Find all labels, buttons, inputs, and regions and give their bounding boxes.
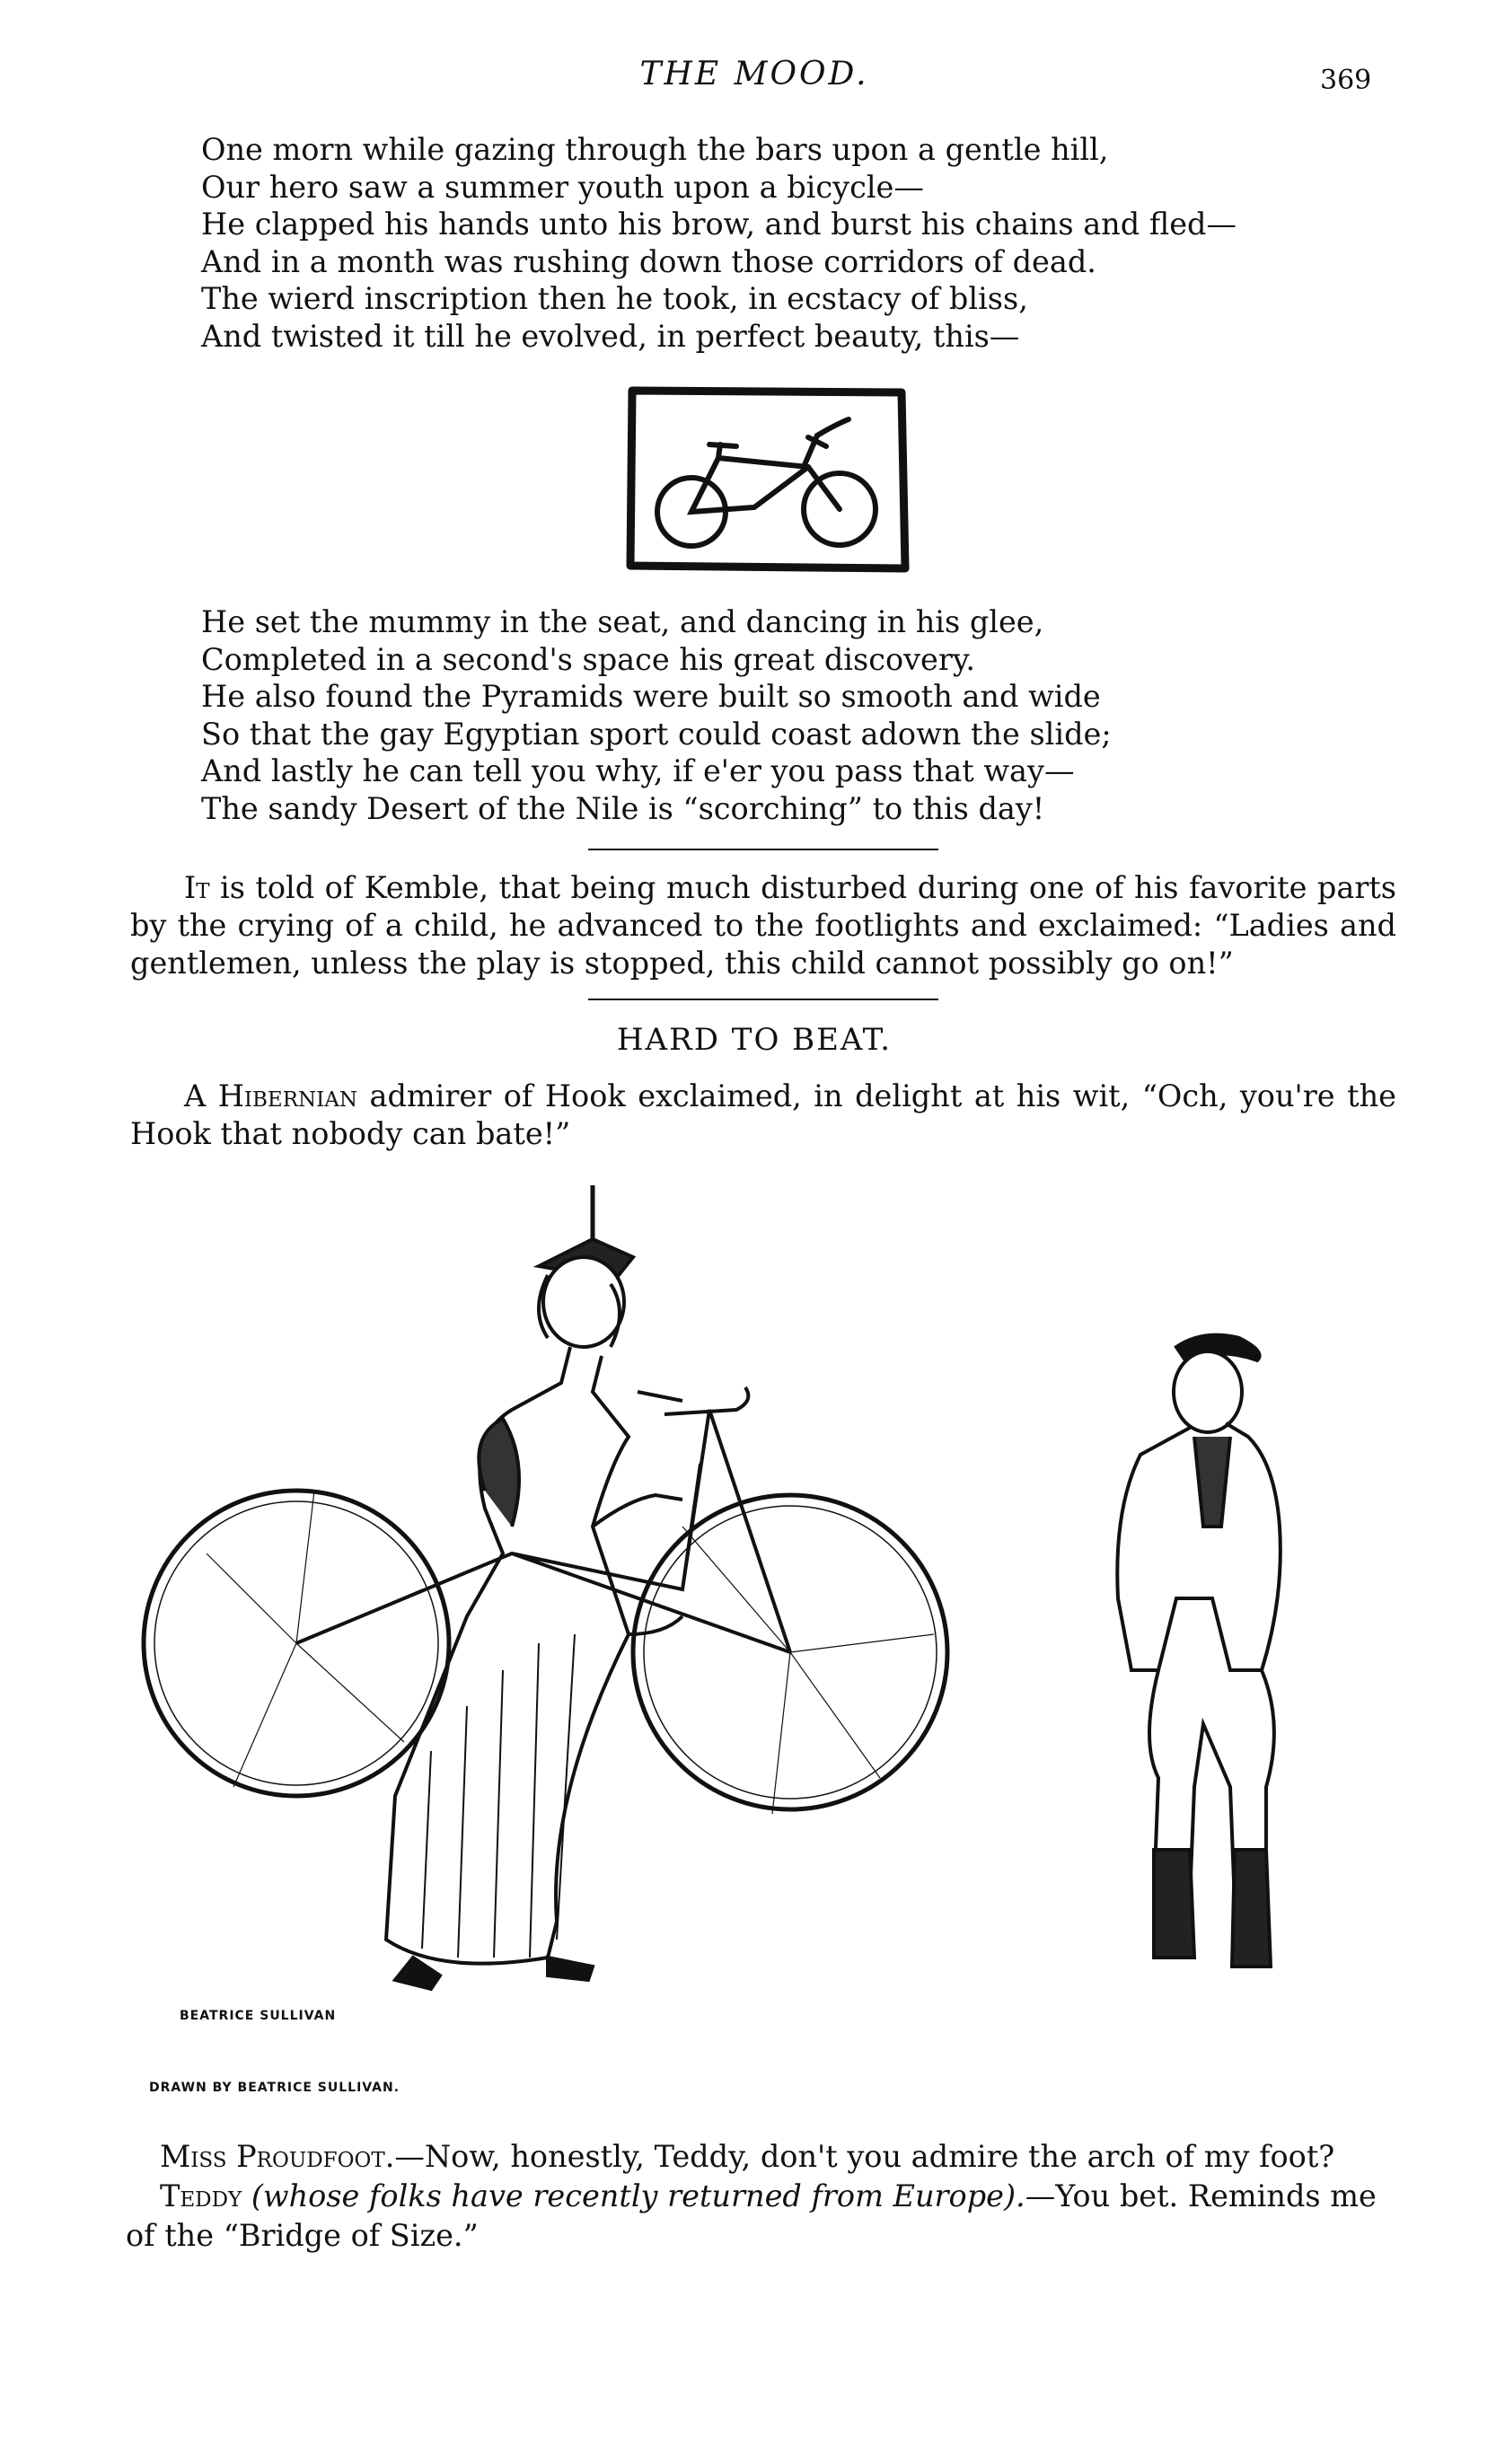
caption-text-1: —Now, honestly, Teddy, don't you admire the arch of my foot? [394,2139,1335,2174]
caption-speaker-2: Teddy [160,2178,242,2213]
poem-line: One morn while gazing through the bars upon a gentle hill, [201,132,1109,167]
section-divider [588,999,938,1000]
poem-line: The wierd inscription then he took, in ecstacy of bliss, [201,281,1028,316]
caption-line-2 [126,2177,1401,2256]
poem-stanza-1 [201,131,1237,355]
kemble-text: is told of Kemble, that being much disturbed during one of his favorite parts by the crying of a child, he advanced to the footlights and exclaimed: “Ladies and gentlemen, unless the play is stopped, this child cannot possibly go on!” [130,870,1396,981]
caption-speaker-1: Miss Proudfoot. [160,2139,395,2174]
poem-line: And twisted it till he evolved, in perfect beauty, this— [201,318,1020,354]
poem-line: He also found the Pyramids were built so smooth and wide [201,679,1101,714]
kemble-anecdote [130,869,1396,982]
poem-line: The sandy Desert of the Nile is “scorching” to this day! [201,790,1045,826]
poem-line: And lastly he can tell you why, if e'er you pass that way— [201,753,1075,788]
hard-to-beat-text [130,1078,1396,1153]
caption-text-2: —You bet. Reminds me of the “Bridge of Size.” [126,2178,1377,2253]
poem-stanza-2 [201,603,1112,827]
hard-to-beat-lead: A Hibernian [184,1078,357,1113]
caption-line-1 [126,2137,1401,2177]
section-divider [588,849,938,850]
poem-line: He set the mummy in the seat, and dancing in his glee, [201,604,1044,639]
section-heading: HARD TO BEAT. [616,1022,893,1058]
caption-aside: (whose folks have recently returned from Europe). [242,2178,1025,2213]
cyclist-illustration [126,1167,1401,2101]
artist-signature: BEATRICE SULLIVAN [180,2009,337,2023]
illustration-caption [126,2137,1401,2256]
hard-to-beat-body: admirer of Hook exclaimed, in delight at his wit, “Och, you're the Hook that nobody can bate!” [130,1078,1396,1151]
poem-line: Completed in a second's space his great discovery. [201,641,976,677]
page-number: 369 [1320,65,1372,96]
poem-line: And in a month was rushing down those corridors of dead. [201,243,1096,279]
running-header-title: THE MOOD. [639,56,869,92]
bicycle-sketch-figure [620,382,916,579]
kemble-lead-word: It [184,870,210,905]
illustration-credit: DRAWN BY BEATRICE SULLIVAN. [149,2081,400,2095]
poem-line: So that the gay Egyptian sport could coast adown the slide; [201,716,1112,752]
poem-line: Our hero saw a summer youth upon a bicycle— [201,169,924,205]
poem-line: He clapped his hands unto his brow, and burst his chains and fled— [201,207,1237,242]
